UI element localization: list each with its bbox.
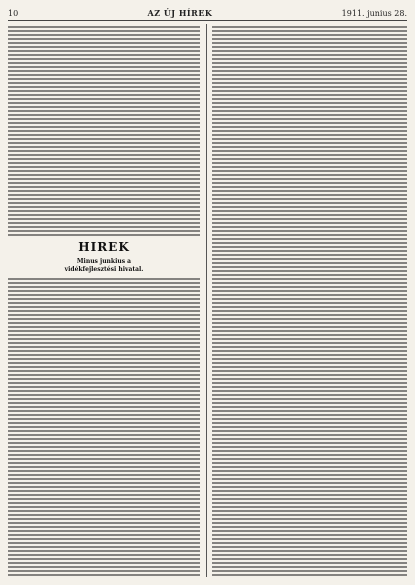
left-column	[8, 26, 200, 577]
right-column	[212, 26, 407, 577]
page-header	[8, 6, 407, 21]
newspaper-title: AZ ÚJ HÍREK	[147, 8, 213, 18]
text-block	[8, 26, 200, 236]
subsection-title: vidékfejlesztési hivatal.	[64, 266, 144, 273]
column-divider	[206, 24, 207, 577]
newspaper-page	[8, 6, 407, 579]
page-number: 10	[8, 8, 19, 18]
section-title: HIREK	[78, 240, 130, 254]
text-block	[8, 278, 200, 577]
issue-date: 1911. junius 28.	[341, 8, 407, 18]
subsection-title: Minus junkius a	[76, 258, 132, 265]
text-block	[212, 26, 407, 577]
